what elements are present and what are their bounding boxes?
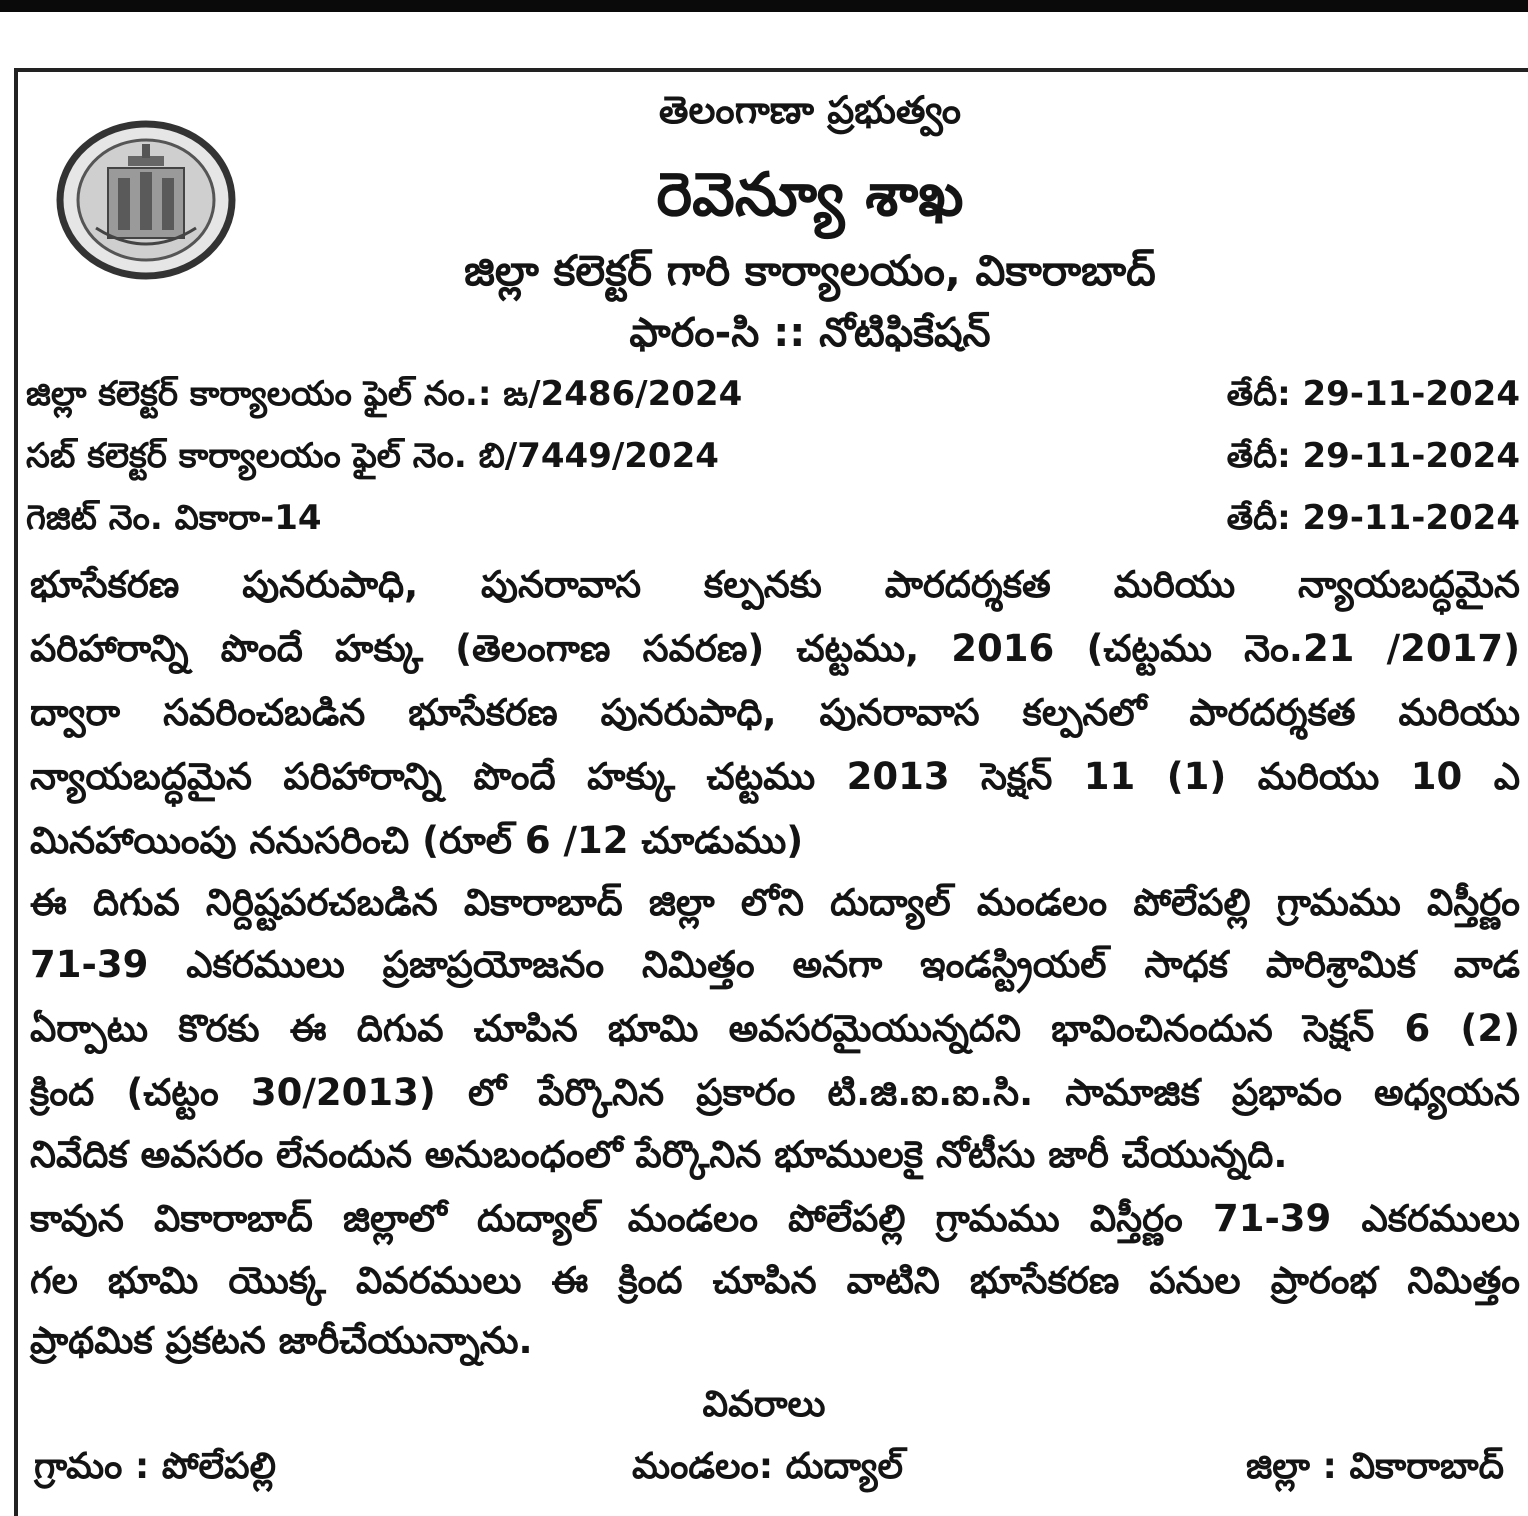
telangana-state-emblem bbox=[56, 120, 236, 280]
form-title: ఫారం-సి :: నోటిఫికేషన్ bbox=[629, 310, 991, 356]
village-field: గ్రామం : పోలేపల్లి bbox=[34, 1446, 276, 1487]
body-text-line: గల భూమి యొక్క వివరములు ఈ క్రింద చూపిన వాటిని భూసేకరణ పనుల ప్రారంభ నిమిత్తం bbox=[30, 1259, 1520, 1302]
body-text-line: భూసేకరణ పునరుపాధి, పునరావాస కల్పనకు పారదర్శకత మరియు న్యాయబద్ధమైన bbox=[30, 563, 1520, 606]
body-text-line: న్యాయబద్ధమైన పరిహారాన్ని పొందే హక్కు చట్టము 2013 సెక్షన్ 11 (1) మరియు 10 ఎ bbox=[30, 755, 1521, 798]
top-border-strip bbox=[0, 0, 1528, 12]
office-name: జిల్లా కలెక్టర్ గారి కార్యాలయం, వికారాబాద్ bbox=[464, 246, 1156, 295]
body-text-line: క్రింద (చట్టం 30/2013) లో పేర్కొనిన ప్రకారం టి.జి.ఐ.ఐ.సి. సామాజిక ప్రభావం అధ్యయన bbox=[30, 1071, 1520, 1114]
file-reference-collector: జిల్లా కలెక్టర్ కార్యాలయం ఫైల్ నం.: ఙ/2486/2024 bbox=[26, 374, 743, 414]
reference-date: తేదీ: 29-11-2024 bbox=[1226, 436, 1520, 476]
body-text-line: నివేదిక అవసరం లేనందున అనుబంధంలో పేర్కొనిన భూములకై నోటీసు జారీ చేయున్నది. bbox=[30, 1133, 1288, 1176]
body-text-line: కావున వికారాబాద్ జిల్లాలో దుద్యాల్ మండలం పోలేపల్లి గ్రామము విస్తీర్ణం 71-39 ఎకరములు bbox=[30, 1197, 1520, 1240]
body-text-line: మినహాయింపు ననుసరించి (రూల్ 6 /12 చూడుము) bbox=[30, 819, 804, 862]
body-text-line: ద్వారా సవరించబడిన భూసేకరణ పునరుపాధి, పునరావాస కల్పనలో పారదర్శకత మరియు bbox=[30, 691, 1520, 734]
file-reference-sub-collector: సబ్ కలెక్టర్ కార్యాలయం ఫైల్ నెం. బి/7449/2024 bbox=[26, 436, 719, 476]
reference-date: తేదీ: 29-11-2024 bbox=[1226, 498, 1520, 538]
reference-date: తేదీ: 29-11-2024 bbox=[1226, 374, 1520, 414]
body-text-line: ఈ దిగువ నిర్దిష్టపరచబడిన వికారాబాద్ జిల్లా లోని దుద్యాల్ మండలం పోలేపల్లి గ్రామము విస్తీర్ణం bbox=[30, 881, 1520, 924]
body-text-line: ప్రాథమిక ప్రకటన జారీచేయున్నాను. bbox=[30, 1319, 533, 1362]
gazette-number: గెజిట్ నెం. వికారా-14 bbox=[26, 498, 322, 538]
details-heading: వివరాలు bbox=[702, 1384, 826, 1425]
body-text-line: ఏర్పాటు కొరకు ఈ దిగువ చూపిన భూమి అవసరమైయున్నదని భావించినందున సెక్షన్ 6 (2) bbox=[30, 1007, 1520, 1050]
district-field: జిల్లా : వికారాబాద్ bbox=[1245, 1446, 1504, 1487]
government-name: తెలంగాణా ప్రభుత్వం bbox=[658, 88, 962, 132]
body-text-line: పరిహారాన్ని పొందే హక్కు (తెలంగాణ సవరణ) చట్టము, 2016 (చట్టము నెం.21 /2017) bbox=[30, 627, 1520, 670]
mandal-field: మండలం: దుద్యాల్ bbox=[632, 1446, 904, 1487]
department-name: రెవెన్యూ శాఖ bbox=[656, 160, 964, 230]
body-text-line: 71-39 ఎకరములు ప్రజాప్రయోజనం నిమిత్తం అనగా ఇండస్ట్రియల్ సాధక పారిశ్రామిక వాడ bbox=[30, 943, 1520, 986]
